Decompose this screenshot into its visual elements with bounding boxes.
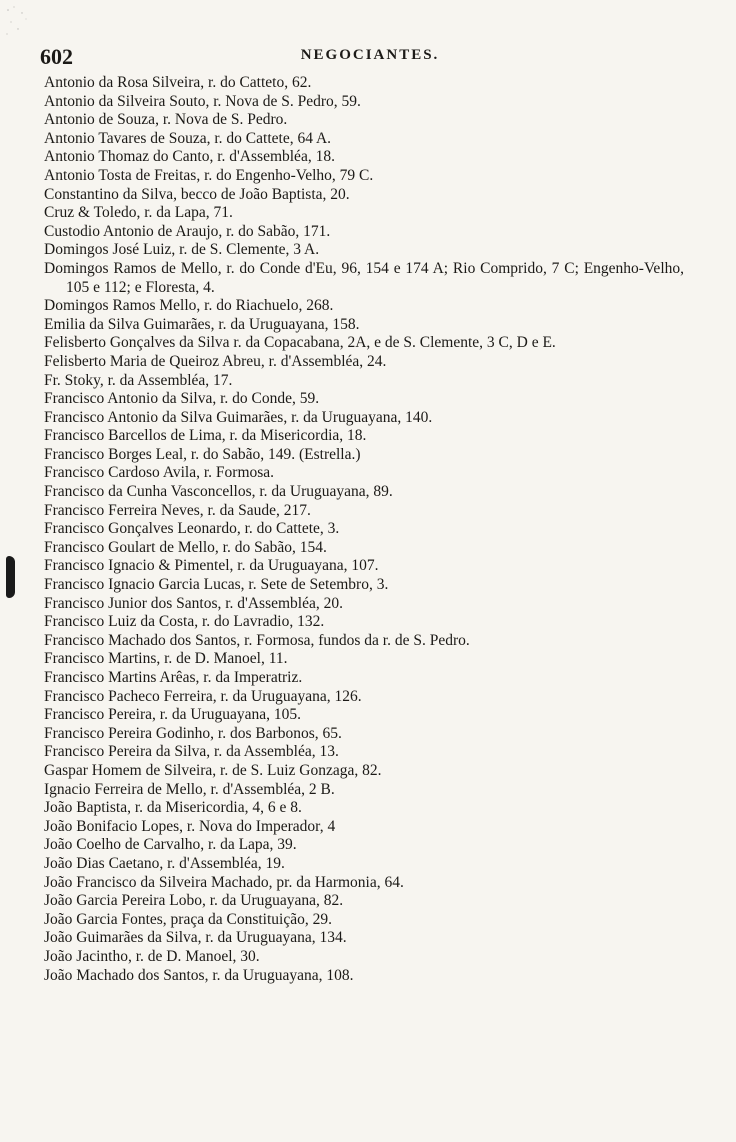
directory-entry: Francisco Antonio da Silva Guimarães, r. da Uruguayana, 140.: [44, 408, 433, 426]
directory-entry: Gaspar Homem de Silveira, r. de S. Luiz Gonzaga, 82.: [44, 761, 382, 779]
directory-entry: Francisco Ignacio Garcia Lucas, r. Sete de Setembro, 3.: [44, 576, 389, 594]
directory-entry: Felisberto Gonçalves da Silva r. da Copacabana, 2A, e de S. Clemente, 3 C, D e E.: [44, 334, 556, 352]
directory-entry: Felisberto Maria de Queiroz Abreu, r. d'Assembléa, 24.: [44, 352, 387, 370]
directory-entry: Francisco Ferreira Neves, r. da Saude, 217.: [44, 501, 311, 519]
directory-entry: Emilia da Silva Guimarães, r. da Uruguayana, 158.: [44, 315, 360, 333]
directory-entry: Constantino da Silva, becco de João Baptista, 20.: [44, 185, 350, 203]
directory-entry: Francisco Pacheco Ferreira, r. da Uruguayana, 126.: [44, 687, 362, 705]
directory-entry: Ignacio Ferreira de Mello, r. d'Assembléa, 2 B.: [44, 780, 335, 798]
directory-entry: Francisco da Cunha Vasconcellos, r. da Uruguayana, 89.: [44, 483, 393, 501]
running-head: NEGOCIANTES.: [300, 47, 440, 63]
directory-entry: Antonio Thomaz do Canto, r. d'Assembléa, 18.: [44, 148, 335, 166]
directory-entry: Domingos Ramos Mello, r. do Riachuelo, 268.: [44, 297, 334, 315]
margin-ink-mark: [6, 556, 15, 598]
directory-entry: João Garcia Pereira Lobo, r. da Uruguayana, 82.: [44, 892, 344, 910]
directory-entry: Antonio de Souza, r. Nova de S. Pedro.: [44, 111, 288, 129]
directory-entry: Francisco Borges Leal, r. do Sabão, 149. (Estrella.): [44, 445, 361, 463]
directory-entry: João Machado dos Santos, r. da Uruguayana, 108.: [44, 966, 354, 984]
directory-entry: João Dias Caetano, r. d'Assembléa, 19.: [44, 854, 285, 872]
paper-speckle-decoration: [4, 4, 34, 44]
directory-entry: Custodio Antonio de Araujo, r. do Sabão, 171.: [44, 222, 331, 240]
directory-entry: Francisco Antonio da Silva, r. do Conde, 59.: [44, 390, 320, 408]
directory-entry: Cruz & Toledo, r. da Lapa, 71.: [44, 204, 233, 222]
directory-entry: Domingos José Luiz, r. de S. Clemente, 3 A.: [44, 241, 320, 259]
directory-entry: Antonio Tavares de Souza, r. do Cattete, 64 A.: [44, 129, 332, 147]
page-header: [40, 44, 680, 70]
directory-entry: Francisco Pereira Godinho, r. dos Barbonos, 65.: [44, 724, 342, 742]
directory-entry: Francisco Martins, r. de D. Manoel, 11.: [44, 650, 288, 668]
directory-entry: Fr. Stoky, r. da Assembléa, 17.: [44, 371, 233, 389]
directory-entry: João Baptista, r. da Misericordia, 4, 6 e 8.: [44, 799, 302, 817]
directory-entry: João Jacintho, r. de D. Manoel, 30.: [44, 947, 260, 965]
directory-entry: Domingos Ramos de Mello, r. do Conde d'Eu, 96, 154 e 174 A; Rio Comprido, 7 C; Engenho-Velho, 105 e 112; e Floresta, 4.: [44, 259, 684, 296]
directory-entry: Francisco Martins Arêas, r. da Imperatriz.: [44, 669, 303, 686]
directory-entry: Francisco Pereira, r. da Uruguayana, 105.: [44, 706, 301, 724]
directory-entry: Francisco Pereira da Silva, r. da Assembléa, 13.: [44, 743, 339, 761]
directory-entry: Antonio da Rosa Silveira, r. do Catteto, 62.: [44, 74, 312, 91]
directory-entry: Francisco Cardoso Avila, r. Formosa.: [44, 464, 275, 482]
directory-entry: Francisco Ignacio & Pimentel, r. da Uruguayana, 107.: [44, 557, 379, 575]
directory-entry: Francisco Gonçalves Leonardo, r. do Cattete, 3.: [44, 520, 340, 538]
directory-entry: Antonio da Silveira Souto, r. Nova de S. Pedro, 59.: [44, 92, 361, 110]
directory-entry: João Francisco da Silveira Machado, pr. da Harmonia, 64.: [44, 873, 404, 891]
page-number: 602: [40, 44, 73, 69]
directory-entry: Francisco Goulart de Mello, r. do Sabão, 154.: [44, 538, 327, 556]
directory-entry: Antonio Tosta de Freitas, r. do Engenho-Velho, 79 C.: [44, 166, 374, 184]
directory-entries: [44, 74, 684, 985]
directory-entry: João Guimarães da Silva, r. da Uruguayana, 134.: [44, 929, 347, 947]
directory-entry: Francisco Luiz da Costa, r. do Lavradio, 132.: [44, 613, 325, 631]
directory-entry: Francisco Junior dos Santos, r. d'Assembléa, 20.: [44, 594, 343, 612]
directory-entry: Francisco Barcellos de Lima, r. da Misericordia, 18.: [44, 427, 367, 445]
directory-entry: João Bonifacio Lopes, r. Nova do Imperador, 4: [44, 817, 336, 835]
directory-entry: João Coelho de Carvalho, r. da Lapa, 39.: [44, 836, 297, 854]
directory-entry: Francisco Machado dos Santos, r. Formosa, fundos da r. de S. Pedro.: [44, 631, 470, 649]
directory-entry: João Garcia Fontes, praça da Constituição, 29.: [44, 910, 332, 928]
